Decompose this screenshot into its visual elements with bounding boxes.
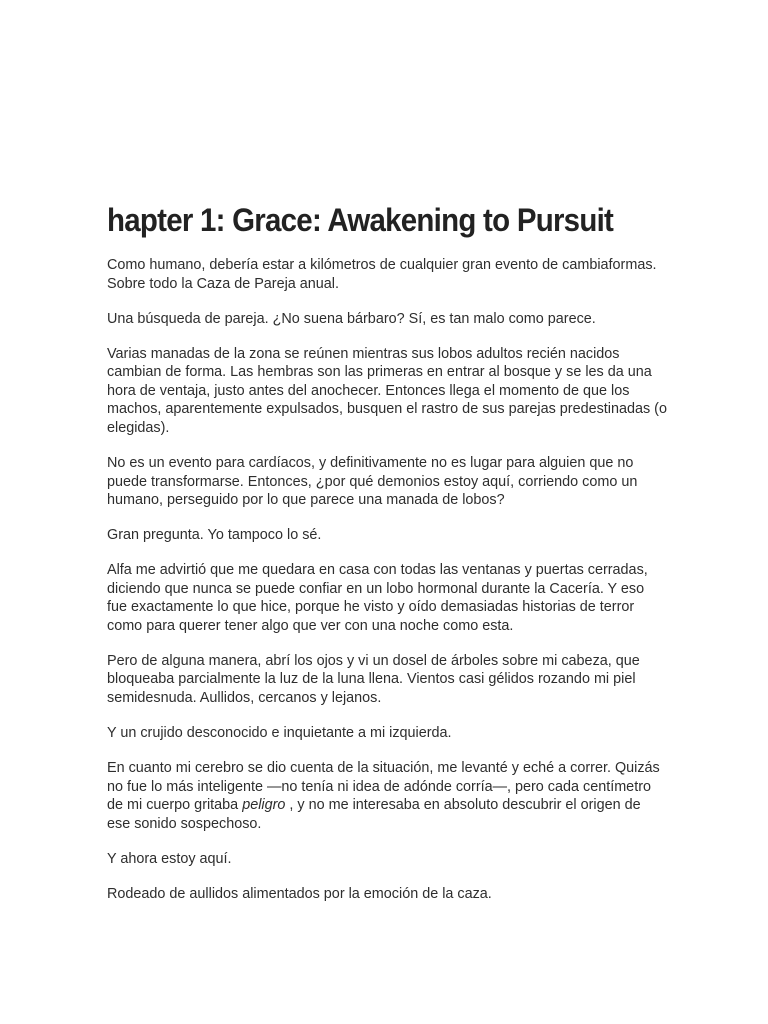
paragraph-8: Y un crujido desconocido e inquietante a mi izquierda. — [107, 725, 452, 742]
paragraph-3: Varias manadas de la zona se reúnen mientras sus lobos adultos recién nacidos cambian de forma. Las hembras son las primeras en entrar al bosque y se les da una hora de ventaja, justo antes del anochecer. Entonces llega el momento de que los machos, aparentemente expulsados, busquen el rastro de sus parejas predestinadas (o elegidas). — [107, 345, 667, 436]
paragraph-6: Alfa me advirtió que me quedara en casa con todas las ventanas y puertas cerradas, diciendo que nunca se puede confiar en un lobo hormonal durante la Cacería. Y eso fue exactamente lo que hice, porque he visto y oído demasiadas historias de terror como para querer tener algo que ver con una noche como esta. — [107, 562, 648, 634]
paragraph-9 — [107, 759, 667, 833]
document-page — [107, 200, 667, 920]
paragraph-1: Como humano, debería estar a kilómetros de cualquier gran evento de cambiaformas. Sobre todo la Caza de Pareja anual. — [107, 257, 657, 292]
paragraph-2: Una búsqueda de pareja. ¿No suena bárbaro? Sí, es tan malo como parece. — [107, 310, 596, 327]
paragraph-4: No es un evento para cardíacos, y definitivamente no es lugar para alguien que no puede transformarse. Entonces, ¿por qué demonios estoy aquí, corriendo como un humano, perseguido por lo que parece una manada de lobos? — [107, 454, 638, 509]
paragraph-9-after: , y no me interesaba en absoluto descubrir el origen de ese sonido sospechoso. — [107, 797, 641, 832]
emphasis-peligro: peligro — [242, 797, 286, 814]
paragraph-5: Gran pregunta. Yo tampoco lo sé. — [107, 527, 322, 544]
paragraph-9-before: En cuanto mi cerebro se dio cuenta de la situación, me levanté y eché a correr. Quizás no fue lo más inteligente —no tenía ni idea de adónde corría—, pero cada centímetro de mi cuerpo gritaba — [107, 760, 660, 814]
chapter-title: hapter 1: Grace: Awakening to Pursuit — [107, 202, 614, 238]
paragraph-7: Pero de alguna manera, abrí los ojos y vi un dosel de árboles sobre mi cabeza, que bloqueaba parcialmente la luz de la luna llena. Vientos casi gélidos rozando mi piel semidesnuda. Aullidos, cercanos y lejanos. — [107, 652, 640, 707]
paragraph-10: Y ahora estoy aquí. — [107, 850, 232, 867]
paragraph-11: Rodeado de aullidos alimentados por la emoción de la caza. — [107, 885, 492, 902]
